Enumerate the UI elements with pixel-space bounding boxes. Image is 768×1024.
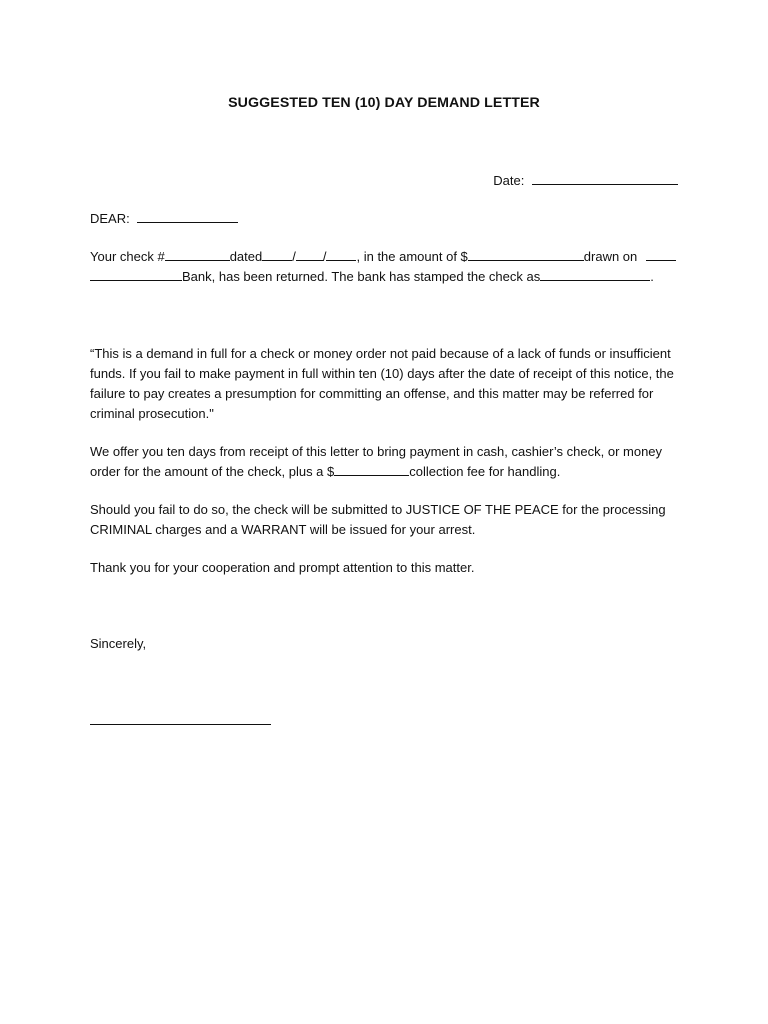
offer-text-end: collection fee for handling. xyxy=(409,464,561,479)
consequence-paragraph: Should you fail to do so, the check will be submitted to JUSTICE OF THE PEACE for the processing CRIMINAL charges and a WARRANT will be issued for your arrest. xyxy=(90,502,666,537)
collection-fee-blank[interactable] xyxy=(334,463,409,476)
date-day-blank[interactable] xyxy=(296,248,323,261)
bank-name-blank-start[interactable] xyxy=(646,248,676,261)
recipient-blank[interactable] xyxy=(137,210,238,223)
check-paragraph xyxy=(90,247,680,287)
dear-label: DEAR: xyxy=(90,211,130,226)
offer-text: We offer you ten days from receipt of this letter to bring payment in cash, cashier’s check, or money order for the amount of the check, plus a $ xyxy=(90,444,663,479)
drawn-on-label: drawn on xyxy=(583,249,638,264)
check-number-label: Your check # xyxy=(90,249,165,264)
closing: Sincerely, xyxy=(90,636,147,651)
date-label: Date: xyxy=(493,173,525,188)
demand-paragraph: “This is a demand in full for a check or money order not paid because of a lack of funds or insufficient funds. If you fail to make payment in full within ten (10) days after the date of receipt of this notice, the failure to pay creates a presumption for committing an offense, and this matter may be referred for criminal prosecution." xyxy=(90,346,674,421)
date-row xyxy=(0,172,678,188)
date-year-blank[interactable] xyxy=(326,248,356,261)
amount-blank[interactable] xyxy=(468,248,584,261)
salutation-row xyxy=(90,210,238,226)
date-separator-1: / xyxy=(292,249,296,264)
date-separator-2: / xyxy=(322,249,327,264)
returned-text: Bank, has been returned. The bank has stamped the check as xyxy=(182,269,541,284)
amount-label: , in the amount of $ xyxy=(356,249,468,264)
bank-name-blank[interactable] xyxy=(90,268,182,281)
date-blank[interactable] xyxy=(532,172,678,185)
signature-line[interactable] xyxy=(90,724,271,725)
check-number-blank[interactable] xyxy=(165,248,230,261)
date-month-blank[interactable] xyxy=(262,248,292,261)
offer-paragraph xyxy=(90,442,680,482)
letter-title: SUGGESTED TEN (10) DAY DEMAND LETTER xyxy=(228,95,540,111)
dated-label: dated xyxy=(229,249,263,264)
thanks-paragraph: Thank you for your cooperation and prompt attention to this matter. xyxy=(90,560,475,575)
period: . xyxy=(650,269,654,284)
stamp-reason-blank[interactable] xyxy=(540,268,650,281)
